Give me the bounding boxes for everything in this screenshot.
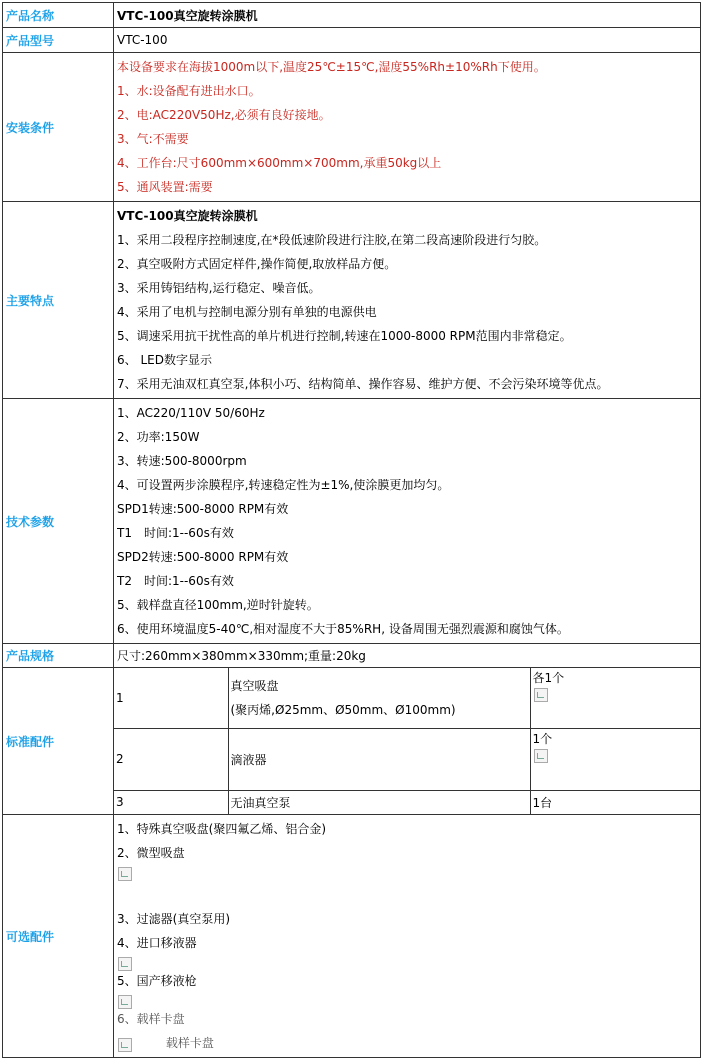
install-item: 5、通风装置:需要 <box>117 180 213 194</box>
accessory-qty-cell <box>530 728 700 790</box>
row-params <box>3 399 701 644</box>
broken-image-icon <box>118 867 132 881</box>
standard-label: 标准配件 <box>3 668 114 815</box>
spec-table <box>2 2 701 1058</box>
param-item: T2 时间:1--60s有效 <box>117 574 234 588</box>
param-item: 1、AC220/110V 50/60Hz <box>117 406 265 420</box>
standard-cell <box>114 668 701 815</box>
image-placeholder <box>117 865 697 883</box>
install-item: 1、水:设备配有进出水口。 <box>117 84 261 98</box>
accessory-detail: (聚丙烯,Ø25mm、Ø50mm、Ø100mm) <box>230 702 456 717</box>
row-optional <box>3 815 701 1058</box>
install-label: 安装条件 <box>3 53 114 202</box>
feature-item: 1、采用二段程序控制速度,在*段低速阶段进行注胶,在第二段高速阶段进行匀胶。 <box>117 233 547 247</box>
row-install <box>3 53 701 202</box>
broken-image-icon <box>118 957 132 971</box>
param-item: SPD1转速:500-8000 RPM有效 <box>117 502 289 516</box>
optional-item: 4、进口移液器 <box>117 936 197 950</box>
accessory-row <box>114 668 700 728</box>
install-content <box>114 53 701 202</box>
accessory-name: 真空吸盘 <box>230 678 279 693</box>
feature-item: 6、 LED数字显示 <box>117 353 212 367</box>
optional-item: 2、微型吸盘 <box>117 846 185 860</box>
row-standard <box>3 668 701 815</box>
features-content <box>114 202 701 399</box>
product-name-value: VTC-100真空旋转涂膜机 <box>114 3 701 28</box>
accessory-no: 2 <box>114 728 228 790</box>
accessory-name: 无油真空泵 <box>228 790 530 814</box>
feature-item: 4、采用了电机与控制电源分别有单独的电源供电 <box>117 305 377 319</box>
broken-image-icon <box>534 688 548 702</box>
install-item: 2、电:AC220V50Hz,必须有良好接地。 <box>117 108 331 122</box>
spacer <box>117 883 697 907</box>
image-placeholder <box>117 993 697 1007</box>
params-content <box>114 399 701 644</box>
accessory-no: 1 <box>114 668 228 728</box>
optional-label: 可选配件 <box>3 815 114 1058</box>
accessory-qty: 各1个 <box>532 671 565 685</box>
broken-image-icon <box>118 1038 132 1052</box>
param-item: T1 时间:1--60s有效 <box>117 526 234 540</box>
image-placeholder <box>117 955 697 969</box>
accessory-table <box>114 668 700 814</box>
row-spec <box>3 644 701 668</box>
param-item: 4、可设置两步涂膜程序,转速稳定性为±1%,使涂膜更加均匀。 <box>117 478 450 492</box>
accessory-qty-cell <box>530 668 700 728</box>
optional-image-row <box>117 1031 697 1055</box>
row-product-name <box>3 3 701 28</box>
product-name-label: 产品名称 <box>3 3 114 28</box>
broken-image-icon <box>118 995 132 1009</box>
optional-item: 1、特殊真空吸盘(聚四氟乙烯、铝合金) <box>117 822 326 836</box>
accessory-qty: 1个 <box>532 731 553 746</box>
spec-value: 尺寸:260mm×380mm×330mm;重量:20kg <box>114 644 701 668</box>
optional-item: 5、国产移液枪 <box>117 974 197 988</box>
feature-item: 3、采用铸铝结构,运行稳定、噪音低。 <box>117 281 321 295</box>
broken-image-icon <box>534 749 548 763</box>
spec-label: 产品规格 <box>3 644 114 668</box>
product-model-label: 产品型号 <box>3 28 114 53</box>
features-label: 主要特点 <box>3 202 114 399</box>
feature-item: 7、采用无油双杠真空泵,体积小巧、结构简单、操作容易、维护方便、不会污染环境等优点。 <box>117 377 609 391</box>
optional-image-caption: 载样卡盘 <box>165 1036 214 1050</box>
install-item: 4、工作台:尺寸600mm×600mm×700mm,承重50kg以上 <box>117 156 442 170</box>
optional-content <box>114 815 701 1058</box>
features-heading: VTC-100真空旋转涂膜机 <box>117 209 258 223</box>
accessory-name-cell <box>228 668 530 728</box>
accessory-row <box>114 790 700 814</box>
param-item: 6、使用环境温度5-40℃,相对湿度不大于85%RH, 设备周围无强烈震源和腐蚀气体。 <box>117 622 569 636</box>
param-item: 3、转速:500-8000rpm <box>117 454 247 468</box>
accessory-name: 滴液器 <box>228 728 530 790</box>
install-intro: 本设备要求在海拔1000m以下,温度25℃±15℃,湿度55%Rh±10%Rh下使用。 <box>117 60 546 74</box>
row-features <box>3 202 701 399</box>
accessory-row <box>114 728 700 790</box>
product-model-value: VTC-100 <box>114 28 701 53</box>
optional-item: 6、载样卡盘 <box>117 1012 185 1026</box>
feature-item: 5、调速采用抗干扰性高的单片机进行控制,转速在1000-8000 RPM范围内非常稳定。 <box>117 329 572 343</box>
param-item: 5、载样盘直径100mm,逆时针旋转。 <box>117 598 319 612</box>
accessory-qty: 1台 <box>530 790 700 814</box>
feature-item: 2、真空吸附方式固定样件,操作简便,取放样品方便。 <box>117 257 397 271</box>
row-product-model <box>3 28 701 53</box>
params-label: 技术参数 <box>3 399 114 644</box>
param-item: SPD2转速:500-8000 RPM有效 <box>117 550 289 564</box>
accessory-no: 3 <box>114 790 228 814</box>
install-item: 3、气:不需要 <box>117 132 189 146</box>
optional-item: 3、过滤器(真空泵用) <box>117 912 230 926</box>
param-item: 2、功率:150W <box>117 430 200 444</box>
